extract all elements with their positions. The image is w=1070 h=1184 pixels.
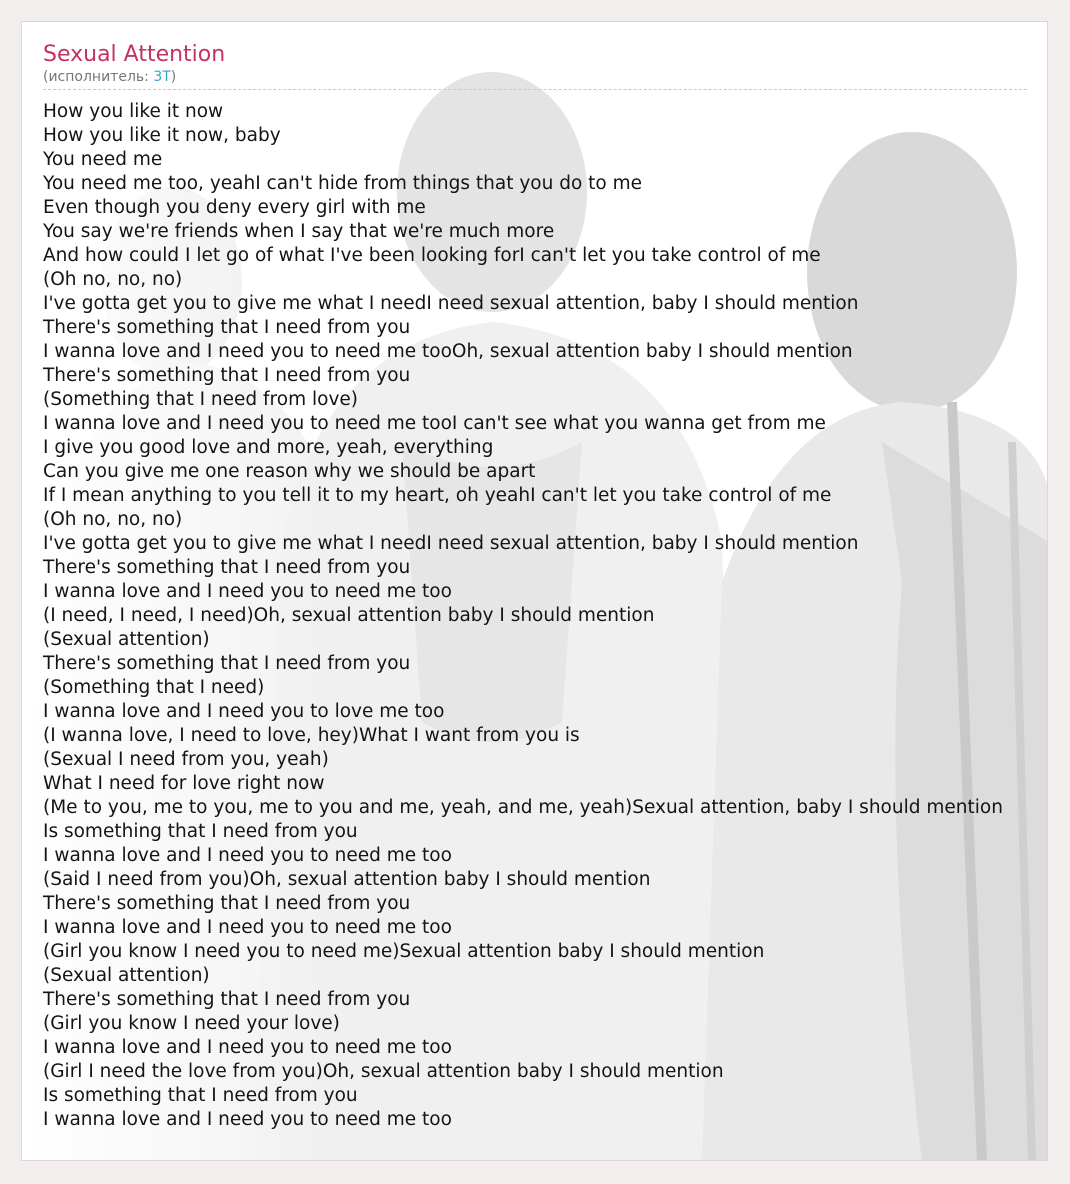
lyric-line: What I need for love right now bbox=[43, 773, 325, 794]
lyric-line: (Sexual I need from you, yeah) bbox=[43, 749, 329, 770]
lyrics-content bbox=[22, 22, 1047, 1132]
lyric-line: (Oh no, no, no) bbox=[43, 509, 183, 530]
lyric-line: (I need, I need, I need)Oh, sexual attention baby I should mention bbox=[43, 605, 655, 626]
artist-prefix: (исполнитель: bbox=[43, 69, 154, 85]
song-title: Sexual Attention bbox=[43, 42, 226, 67]
lyric-line: (Something that I need from love) bbox=[43, 389, 358, 410]
lyric-line: (Oh no, no, no) bbox=[43, 269, 183, 290]
lyric-line: How you like it now bbox=[43, 101, 224, 122]
lyric-line: I wanna love and I need you to need me too bbox=[43, 845, 452, 866]
lyric-line: Even though you deny every girl with me bbox=[43, 197, 426, 218]
lyric-line: There's something that I need from you bbox=[43, 365, 411, 386]
lyric-line: You say we're friends when I say that we're much more bbox=[43, 221, 555, 242]
lyric-line: I wanna love and I need you to need me tooOh, sexual attention baby I should mention bbox=[43, 341, 853, 362]
lyric-line: (I wanna love, I need to love, hey)What I want from you is bbox=[43, 725, 580, 746]
lyric-line: Is something that I need from you bbox=[43, 1085, 358, 1106]
lyric-line: (Me to you, me to you, me to you and me, yeah, and me, yeah)Sexual attention, baby I should mention bbox=[43, 797, 1003, 818]
lyric-line: Can you give me one reason why we should be apart bbox=[43, 461, 536, 482]
lyric-line: I wanna love and I need you to need me tooI can't see what you wanna get from me bbox=[43, 413, 826, 434]
lyric-line: (Something that I need) bbox=[43, 677, 265, 698]
lyric-line: I wanna love and I need you to need me too bbox=[43, 1037, 452, 1058]
lyrics-text bbox=[43, 100, 1047, 1132]
lyric-line: I've gotta get you to give me what I needI need sexual attention, baby I should mention bbox=[43, 293, 859, 314]
title-divider bbox=[43, 89, 1027, 90]
lyric-line: Is something that I need from you bbox=[43, 821, 358, 842]
lyric-line: (Girl you know I need you to need me)Sexual attention baby I should mention bbox=[43, 941, 765, 962]
lyric-line: There's something that I need from you bbox=[43, 653, 411, 674]
lyric-line: There's something that I need from you bbox=[43, 317, 411, 338]
lyric-line: I wanna love and I need you to need me too bbox=[43, 581, 452, 602]
lyric-line: There's something that I need from you bbox=[43, 893, 411, 914]
lyric-line: There's something that I need from you bbox=[43, 557, 411, 578]
lyric-line: And how could I let go of what I've been looking forI can't let you take control of me bbox=[43, 245, 821, 266]
artist-suffix: ) bbox=[170, 69, 177, 85]
lyric-line: (Girl you know I need your love) bbox=[43, 1013, 340, 1034]
lyric-line: (Girl I need the love from you)Oh, sexual attention baby I should mention bbox=[43, 1061, 724, 1082]
artist-line bbox=[43, 69, 1047, 85]
lyric-line: You need me bbox=[43, 149, 163, 170]
lyric-line: I give you good love and more, yeah, everything bbox=[43, 437, 494, 458]
lyric-line: You need me too, yeahI can't hide from things that you do to me bbox=[43, 173, 643, 194]
lyric-line: I've gotta get you to give me what I needI need sexual attention, baby I should mention bbox=[43, 533, 859, 554]
lyric-line: (Sexual attention) bbox=[43, 629, 210, 650]
lyric-line: (Sexual attention) bbox=[43, 965, 210, 986]
lyric-line: How you like it now, baby bbox=[43, 125, 281, 146]
artist-link[interactable]: 3T bbox=[153, 69, 171, 85]
lyric-line: I wanna love and I need you to need me too bbox=[43, 917, 452, 938]
lyric-line: If I mean anything to you tell it to my heart, oh yeahI can't let you take control of me bbox=[43, 485, 832, 506]
lyric-line: I wanna love and I need you to need me too bbox=[43, 1109, 452, 1130]
lyrics-card bbox=[21, 21, 1048, 1161]
lyric-line: I wanna love and I need you to love me too bbox=[43, 701, 445, 722]
lyric-line: There's something that I need from you bbox=[43, 989, 411, 1010]
lyric-line: (Said I need from you)Oh, sexual attention baby I should mention bbox=[43, 869, 651, 890]
